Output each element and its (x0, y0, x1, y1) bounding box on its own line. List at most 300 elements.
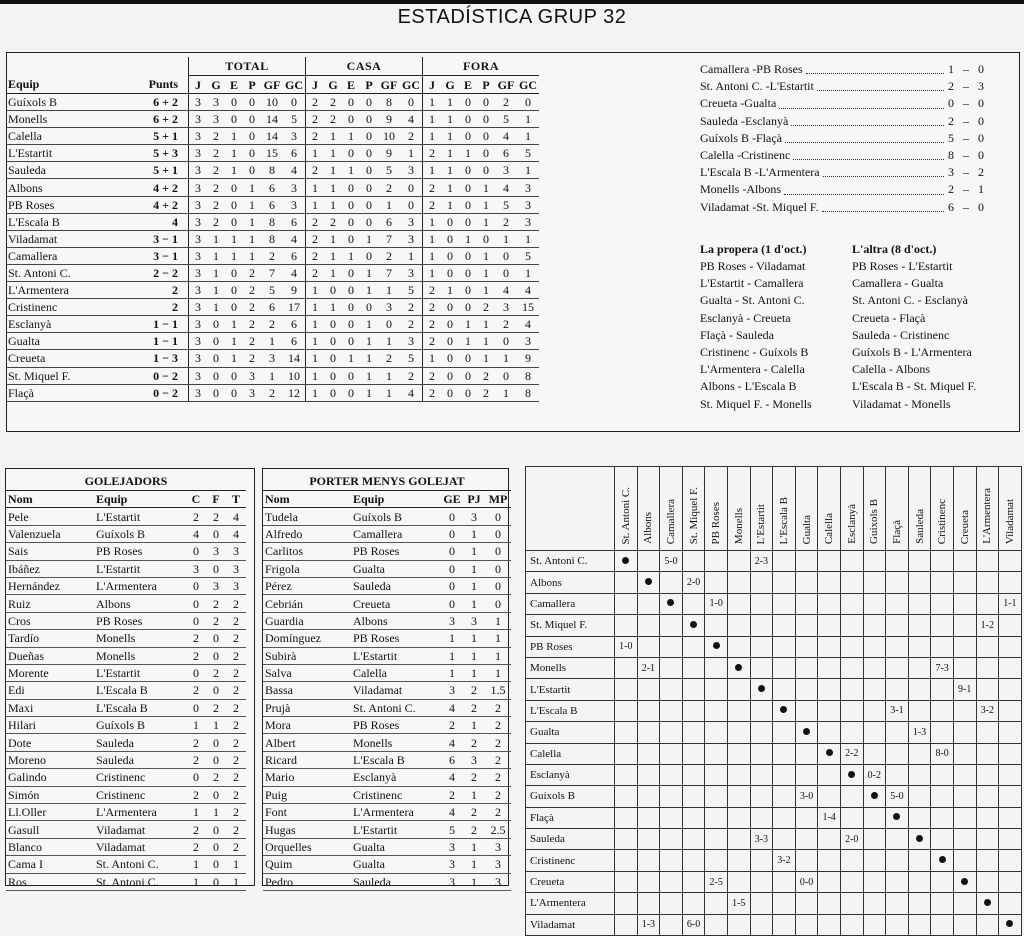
standings-cell: 1 (306, 282, 325, 299)
standings-cell: 1 (441, 145, 459, 162)
matrix-diagonal-cell (637, 572, 660, 593)
matrix-row-label: St. Miquel F. (526, 615, 615, 636)
standings-cell: 0 (378, 316, 400, 333)
scorers-stat: 3 (226, 543, 246, 560)
scorer-team: Viladamat (94, 821, 186, 838)
matrix-empty-cell (727, 572, 750, 593)
scorer-name: Dote (6, 734, 94, 751)
matrix-empty-cell (908, 850, 931, 871)
keepers-stat: 0 (485, 508, 511, 525)
matrix-empty-cell (818, 914, 841, 935)
matrix-col-label: Flaçà (890, 520, 903, 544)
matrix-empty-cell (637, 679, 660, 700)
matrix-empty-cell (773, 914, 796, 935)
standings-points: 5 + 3 (106, 145, 189, 162)
scorer-name: Ros (6, 873, 94, 890)
standings-cell: 2 (423, 299, 442, 316)
matrix-empty-cell (863, 743, 886, 764)
standings-cell: 0 (342, 316, 360, 333)
result-row (700, 164, 1000, 181)
scorers-row (6, 856, 246, 873)
matrix-empty-cell (637, 764, 660, 785)
matrix-col-label: Albons (642, 512, 655, 544)
matrix-empty-cell (840, 786, 863, 807)
matrix-empty-cell (773, 893, 796, 914)
matrix-empty-cell (953, 850, 976, 871)
matrix-empty-cell (660, 679, 683, 700)
matrix-empty-cell (863, 700, 886, 721)
standings-cell: 0 (459, 367, 477, 384)
matrix-empty-cell (637, 743, 660, 764)
keeper-name: Orquelles (263, 838, 351, 855)
standings-cell: 1 (225, 230, 243, 247)
standings-cell: 0 (342, 264, 360, 281)
keepers-stat: 3 (485, 838, 511, 855)
matrix-empty-cell (750, 657, 773, 678)
result-score: 2 – 0 (948, 113, 987, 128)
scorer-team: St. Antoni C. (94, 873, 186, 890)
scorers-stat: 3 (206, 577, 226, 594)
result-row (700, 181, 1000, 198)
keeper-team: PB Roses (351, 543, 441, 560)
standings-cell: 1 (243, 196, 261, 213)
result-leader-dots (817, 78, 944, 91)
matrix-empty-cell (637, 850, 660, 871)
standings-cell: 1 (324, 145, 342, 162)
matrix-empty-cell (840, 871, 863, 892)
standings-cell: 4 (400, 111, 423, 128)
dot-icon (939, 856, 946, 863)
standings-cell: 2 (306, 111, 325, 128)
fixture-item: Viladamat - Monells (852, 396, 951, 411)
scorers-row (6, 682, 246, 699)
matrix-empty-cell (840, 722, 863, 743)
scorer-team: L'Escala B (94, 699, 186, 716)
matrix-empty-cell (840, 807, 863, 828)
standings-cell: 0 (360, 196, 378, 213)
matrix-empty-cell (705, 679, 728, 700)
standings-cell: 0 (207, 367, 225, 384)
matrix-empty-cell (637, 807, 660, 828)
matrix-row (526, 786, 1022, 807)
matrix-row-label: Gualta (526, 722, 615, 743)
result-match: Viladamat -St. Miquel F. (700, 199, 819, 214)
standings-cell: 8 (517, 384, 539, 401)
matrix-empty-cell (727, 914, 750, 935)
scorers-stat: 2 (226, 699, 246, 716)
matrix-row (526, 829, 1022, 850)
standings-cell: 9 (517, 350, 539, 367)
standings-cell: 2 (423, 384, 442, 401)
result-score: 3 – 2 (948, 165, 987, 180)
matrix-empty-cell (705, 572, 728, 593)
standings-cell: 0 (495, 247, 517, 264)
scorers-stat: 2 (226, 734, 246, 751)
scorers-stat: 2 (226, 682, 246, 699)
scorers-col-f: F (206, 491, 226, 508)
matrix-empty-cell (637, 700, 660, 721)
standings-row (6, 162, 539, 179)
group-header-fora: FORA (423, 57, 540, 76)
standings-cell: 3 (189, 196, 208, 213)
keepers-stat: 5 (441, 821, 463, 838)
standings-cell: 0 (207, 333, 225, 350)
matrix-empty-cell (863, 914, 886, 935)
scorer-name: Blanco (6, 838, 94, 855)
scorer-team: Viladamat (94, 838, 186, 855)
matrix-col-label: PB Roses (710, 501, 723, 544)
standings-cell: 1 (207, 247, 225, 264)
standings-cell: 3 (495, 299, 517, 316)
matrix-empty-cell (795, 572, 818, 593)
standings-cell: 1 (306, 316, 325, 333)
matrix-row (526, 636, 1022, 657)
matrix-col-label: L'Estartit (755, 503, 768, 544)
standings-cell: 1 (441, 282, 459, 299)
scorers-stat: 2 (226, 769, 246, 786)
matrix-empty-cell (886, 679, 909, 700)
matrix-empty-cell (773, 572, 796, 593)
matrix-empty-cell (615, 657, 638, 678)
matrix-empty-cell (976, 914, 999, 935)
keepers-row (263, 821, 511, 838)
standings-cell: 0 (441, 213, 459, 230)
matrix-empty-cell (615, 700, 638, 721)
keepers-row (263, 804, 511, 821)
matrix-row-label: Sauleda (526, 829, 615, 850)
standings-cell: 1 (495, 350, 517, 367)
standings-cell: 0 (459, 247, 477, 264)
standings-col-header: J (306, 76, 325, 94)
standings-team-name: Calella (6, 128, 106, 145)
scorers-body (6, 508, 246, 891)
dot-icon (848, 771, 855, 778)
fixture-item: PB Roses - L'Estartit (852, 259, 953, 273)
matrix-empty-cell (795, 743, 818, 764)
matrix-result-cell: 2-0 (682, 572, 705, 593)
standings-cell: 1 (360, 350, 378, 367)
keeper-name: Alfredo (263, 525, 351, 542)
matrix-empty-cell (999, 657, 1022, 678)
standings-cell: 1 (324, 196, 342, 213)
standings-cell: 0 (477, 111, 495, 128)
standings-cell: 0 (243, 111, 261, 128)
matrix-empty-cell (886, 593, 909, 614)
matrix-diagonal-cell (908, 829, 931, 850)
standings-cell: 6 (283, 333, 306, 350)
matrix-diagonal-cell (615, 551, 638, 572)
standings-cell: 4 (495, 128, 517, 145)
matrix-row (526, 700, 1022, 721)
matrix-empty-cell (705, 615, 728, 636)
standings-cell: 3 (400, 213, 423, 230)
standings-cell: 1 (306, 196, 325, 213)
standings-cell: 1 (360, 230, 378, 247)
matrix-result-cell: 6-0 (682, 914, 705, 935)
scorers-row (6, 804, 246, 821)
scorers-stat: 1 (186, 873, 206, 890)
scorers-stat: 2 (226, 647, 246, 664)
standings-cell: 3 (189, 128, 208, 145)
keepers-col-mp: MP (485, 491, 511, 508)
matrix-row (526, 850, 1022, 871)
scorer-name: Maxi (6, 699, 94, 716)
matrix-result-cell: 2-5 (705, 871, 728, 892)
standings-cell: 2 (306, 94, 325, 111)
scorer-team: Albons (94, 595, 186, 612)
standings-cell: 6 (495, 145, 517, 162)
matrix-row-label: PB Roses (526, 636, 615, 657)
matrix-empty-cell (953, 829, 976, 850)
standings-cell: 0 (324, 282, 342, 299)
keepers-stat: 1 (441, 647, 463, 664)
keepers-stat: 1 (485, 647, 511, 664)
keeper-name: Domínguez (263, 630, 351, 647)
standings-cell: 4 (400, 384, 423, 401)
scorers-stat: 0 (206, 630, 226, 647)
matrix-empty-cell (773, 722, 796, 743)
scorers-stat: 0 (206, 856, 226, 873)
standings-column-header-row (6, 76, 539, 94)
scorers-col-t: T (226, 491, 246, 508)
matrix-col-label: Camallera (664, 498, 677, 544)
matrix-empty-cell (795, 914, 818, 935)
standings-cell: 0 (225, 179, 243, 196)
scorers-row (6, 664, 246, 681)
matrix-empty-cell (637, 786, 660, 807)
standings-cell: 1 (400, 145, 423, 162)
standings-cell: 0 (441, 333, 459, 350)
fixture-item: St. Antoni C. - Esclanyà (852, 293, 968, 308)
matrix-empty-cell (840, 893, 863, 914)
standings-team-name: Viladamat (6, 230, 106, 247)
keepers-stat: 2 (441, 786, 463, 803)
matrix-empty-cell (727, 679, 750, 700)
matrix-empty-cell (660, 764, 683, 785)
scorers-row (6, 751, 246, 768)
matrix-empty-cell (727, 764, 750, 785)
standings-col-header: GC (400, 76, 423, 94)
matrix-empty-cell (818, 871, 841, 892)
matrix-empty-cell (705, 700, 728, 721)
standings-cell: 1 (243, 213, 261, 230)
standings-row (6, 213, 539, 230)
standings-cell: 1 (306, 333, 325, 350)
keepers-col-ge: GE (441, 491, 463, 508)
matrix-empty-cell (615, 786, 638, 807)
matrix-empty-cell (908, 551, 931, 572)
matrix-row-label: Creueta (526, 871, 615, 892)
standings-cell: 5 (495, 111, 517, 128)
other-fixtures-title: L'altra (8 d'oct.) (852, 242, 937, 256)
keeper-team: PB Roses (351, 630, 441, 647)
matrix-empty-cell (931, 807, 954, 828)
matrix-empty-cell (705, 764, 728, 785)
standings-cell: 3 (517, 196, 539, 213)
keeper-team: Esclanyà (351, 769, 441, 786)
matrix-empty-cell (908, 893, 931, 914)
standings-col-header: G (324, 76, 342, 94)
matrix-empty-cell (931, 551, 954, 572)
keepers-stat: 2 (485, 769, 511, 786)
standings-cell: 0 (400, 196, 423, 213)
standings-cell: 3 (189, 247, 208, 264)
matrix-row (526, 657, 1022, 678)
scorer-team: Cristinenc (94, 786, 186, 803)
result-row (700, 78, 1000, 95)
standings-row (6, 299, 539, 316)
standings-cell: 2 (495, 94, 517, 111)
matrix-empty-cell (908, 743, 931, 764)
scorers-stat: 2 (186, 786, 206, 803)
standings-cell: 2 (400, 128, 423, 145)
standings-cell: 0 (225, 111, 243, 128)
matrix-result-cell: 3-0 (795, 786, 818, 807)
matrix-empty-cell (750, 807, 773, 828)
standings-points: 0 − 2 (106, 384, 189, 401)
keepers-title: PORTER MENYS GOLEJAT (263, 472, 511, 491)
matrix-empty-cell (637, 722, 660, 743)
matrix-empty-cell (976, 593, 999, 614)
keepers-stat: 4 (441, 804, 463, 821)
keepers-row (263, 786, 511, 803)
scorers-stat: 0 (186, 612, 206, 629)
standings-cell: 0 (360, 128, 378, 145)
scorers-stat: 2 (226, 838, 246, 855)
standings-cell: 0 (441, 264, 459, 281)
keepers-stat: 1 (485, 612, 511, 629)
matrix-empty-cell (773, 807, 796, 828)
scorer-team: L'Armentera (94, 577, 186, 594)
matrix-row (526, 914, 1022, 935)
standings-col-header: GF (495, 76, 517, 94)
matrix-empty-cell (886, 657, 909, 678)
matrix-empty-cell (999, 551, 1022, 572)
standings-cell: 3 (189, 299, 208, 316)
standings-cell: 14 (261, 111, 283, 128)
standings-cell: 9 (378, 111, 400, 128)
standings-cell: 0 (324, 333, 342, 350)
keepers-stat: 0 (485, 560, 511, 577)
keeper-team: L'Estartit (351, 647, 441, 664)
matrix-empty-cell (863, 572, 886, 593)
matrix-empty-cell (727, 636, 750, 657)
dot-icon (780, 706, 787, 713)
standings-cell: 2 (207, 213, 225, 230)
matrix-diagonal-cell (795, 722, 818, 743)
standings-cell: 2 (423, 179, 442, 196)
dot-icon (893, 813, 900, 820)
keepers-stat: 1 (463, 595, 485, 612)
matrix-empty-cell (953, 743, 976, 764)
standings-cell: 1 (378, 282, 400, 299)
fixture-item: PB Roses - Viladamat (700, 259, 806, 273)
scorer-name: Valenzuela (6, 525, 94, 542)
keepers-stat: 0 (441, 560, 463, 577)
next-fixtures-items (700, 258, 875, 413)
standings-cell: 4 (495, 282, 517, 299)
scorer-name: Gasull (6, 821, 94, 838)
standings-cell: 1 (495, 230, 517, 247)
keeper-team: St. Antoni C. (351, 699, 441, 716)
standings-row (6, 367, 539, 384)
scorers-stat: 2 (186, 751, 206, 768)
standings-points: 4 + 2 (106, 179, 189, 196)
matrix-empty-cell (682, 871, 705, 892)
standings-cell: 1 (306, 145, 325, 162)
matrix-row (526, 807, 1022, 828)
matrix-empty-cell (931, 700, 954, 721)
keeper-name: Cebrián (263, 595, 351, 612)
standings-team-name: L'Escala B (6, 213, 106, 230)
standings-cell: 0 (400, 94, 423, 111)
matrix-result-cell: 1-2 (976, 615, 999, 636)
matrix-empty-cell (818, 551, 841, 572)
standings-cell: 0 (477, 128, 495, 145)
scorers-stat: 0 (206, 682, 226, 699)
dot-icon (803, 728, 810, 735)
scorers-stat: 4 (186, 525, 206, 542)
standings-cell: 2 (423, 367, 442, 384)
scorer-name: Ibáñez (6, 560, 94, 577)
matrix-empty-cell (840, 850, 863, 871)
matrix-empty-cell (637, 893, 660, 914)
standings-cell: 0 (459, 128, 477, 145)
standings-cell: 1 (360, 384, 378, 401)
standings-cell: 2 (378, 350, 400, 367)
matrix-col-header (818, 467, 841, 551)
standings-cell: 1 (360, 264, 378, 281)
standings-cell: 3 (207, 111, 225, 128)
standings-cell: 0 (441, 350, 459, 367)
standings-cell: 1 (342, 350, 360, 367)
keepers-title-row (263, 472, 511, 491)
standings-cell: 1 (342, 247, 360, 264)
standings-cell: 1 (360, 333, 378, 350)
standings-cell: 2 (423, 196, 442, 213)
matrix-empty-cell (976, 572, 999, 593)
standings-cell: 4 (283, 162, 306, 179)
matrix-empty-cell (886, 914, 909, 935)
next-fixtures (700, 240, 875, 413)
standings-cell: 3 (189, 384, 208, 401)
standings-cell: 1 (441, 196, 459, 213)
matrix-row (526, 572, 1022, 593)
matrix-empty-cell (976, 871, 999, 892)
scorers-row (6, 786, 246, 803)
scorer-team: Guíxols B (94, 525, 186, 542)
matrix-empty-cell (931, 636, 954, 657)
standings-cell: 2 (243, 299, 261, 316)
matrix-empty-cell (886, 871, 909, 892)
standings-cell: 2 (400, 299, 423, 316)
matrix-empty-cell (931, 764, 954, 785)
standings-cell: 3 (517, 179, 539, 196)
keepers-stat: 3 (485, 856, 511, 873)
keepers-stat: 2 (485, 699, 511, 716)
scorers-row (6, 699, 246, 716)
standings-cell: 0 (324, 384, 342, 401)
scorers-stat: 0 (186, 769, 206, 786)
matrix-row-label: Camallera (526, 593, 615, 614)
keeper-team: PB Roses (351, 717, 441, 734)
standings-cell: 3 (189, 316, 208, 333)
matrix-empty-cell (931, 593, 954, 614)
keepers-row (263, 630, 511, 647)
scorers-row (6, 612, 246, 629)
keepers-row (263, 577, 511, 594)
matrix-empty-cell (953, 893, 976, 914)
